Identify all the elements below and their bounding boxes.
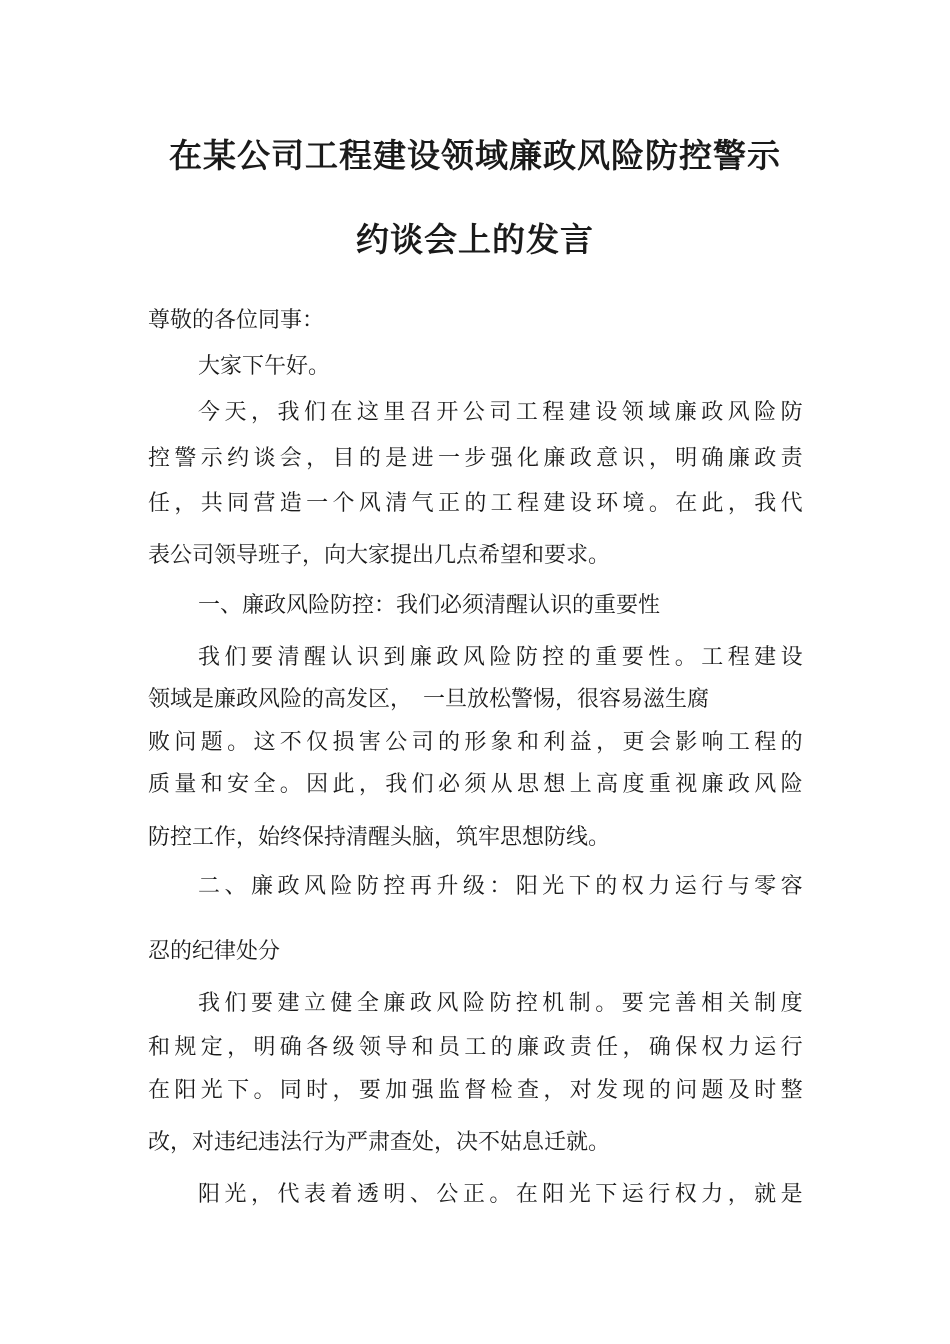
document-title-line-2: 约谈会上的发言	[356, 220, 594, 259]
greeting: 大家下午好。	[198, 354, 331, 379]
paragraph-line: 我 们 要 清 醒 认 识 到 廉 政 风 险 防 控 的 重 要 性 。 工 程 建 设	[198, 645, 803, 670]
paragraph-line: 改，对违纪违法行为严肃查处，决不姑息迁就。	[148, 1130, 611, 1155]
paragraph-line: 任 ， 共 同 营 造 一 个 风 清 气 正 的 工 程 建 设 环 境 。 在 此 ， 我 代	[148, 491, 803, 516]
paragraph-line: 和 规 定 ， 明 确 各 级 领 导 和 员 工 的 廉 政 责 任 ， 确 保 权 力 运 行	[148, 1035, 803, 1060]
salutation: 尊敬的各位同事：	[148, 308, 325, 333]
paragraph-line: 阳 光 ， 代 表 着 透 明 、 公 正 。 在 阳 光 下 运 行 权 力 ， 就 是	[198, 1182, 803, 1207]
section-heading-2: 二 、 廉 政 风 险 防 控 再 升 级 ： 阳 光 下 的 权 力 运 行 与 零 容	[198, 874, 803, 899]
paragraph-line: 控 警 示 约 谈 会 ， 目 的 是 进 一 步 强 化 廉 政 意 识 ， 明 确 廉 政 责	[148, 446, 803, 471]
paragraph-line: 败 问 题 。 这 不 仅 损 害 公 司 的 形 象 和 利 益 ， 更 会 影 响 工 程 的	[148, 730, 803, 755]
document-title-line-1: 在某公司工程建设领域廉政风险防控警示	[169, 136, 781, 175]
paragraph-line: 在 阳 光 下 。 同 时 ， 要 加 强 监 督 检 查 ， 对 发 现 的 问 题 及 时 整	[148, 1078, 803, 1103]
paragraph-line: 今 天 ， 我 们 在 这 里 召 开 公 司 工 程 建 设 领 域 廉 政 风 险 防	[198, 400, 803, 425]
paragraph-line: 领域是廉政风险的高发区， 一旦放松警惕，很容易滋生腐	[148, 687, 710, 712]
paragraph-line: 我 们 要 建 立 健 全 廉 政 风 险 防 控 机 制 。 要 完 善 相 关 制 度	[198, 991, 803, 1016]
paragraph-line: 防控工作，始终保持清醒头脑，筑牢思想防线。	[148, 825, 611, 850]
section-heading-1: 一、廉政风险防控：我们必须清醒认识的重要性	[198, 593, 661, 618]
paragraph-line: 质 量 和 安 全 。 因 此 ， 我 们 必 须 从 思 想 上 高 度 重 视 廉 政 风 险	[148, 772, 803, 797]
section-heading-2-continued: 忍的纪律处分	[148, 939, 281, 964]
paragraph-line: 表公司领导班子，向大家提出几点希望和要求。	[148, 543, 611, 568]
